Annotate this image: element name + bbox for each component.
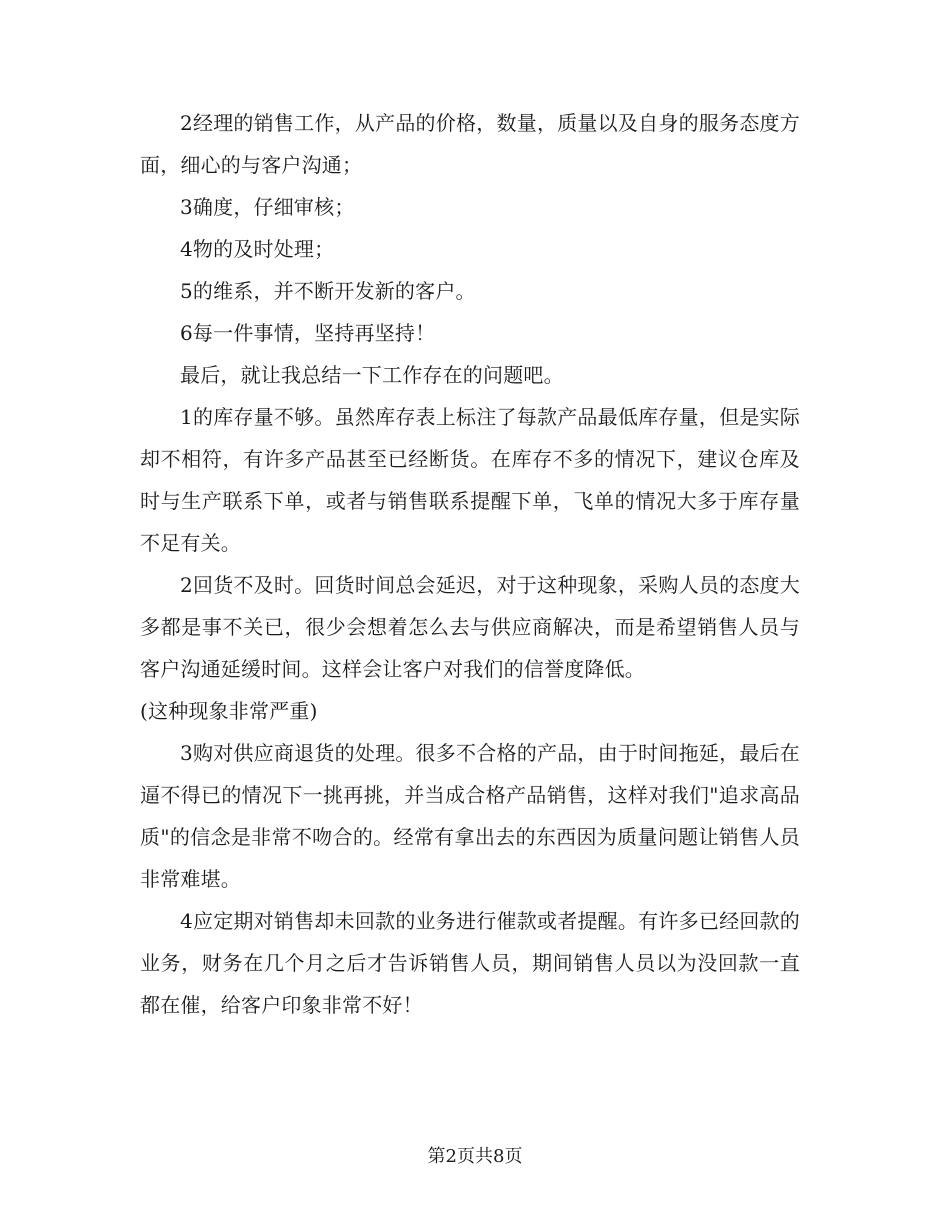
paragraph-item-5: 5的维系，并不断开发新的客户。	[180, 279, 476, 303]
paragraph-item-4: 4物的及时处理；	[180, 237, 335, 261]
paragraph-summary-intro: 最后，就让我总结一下工作存在的问题吧。	[180, 363, 564, 387]
paragraph-item-3: 3确度，仔细审核；	[180, 195, 355, 219]
paragraph-problem-2: 2回货不及时。回货时间总会延迟，对于这种现象，采购人员的态度大多都是事不关已，很少会想着怎么去与供应商解决，而是希望销售人员与客户沟通延缓时间。这样会让客户对我们的信誉度降低。	[140, 573, 800, 681]
paragraph-problem-2-note: (这种现象非常严重)	[140, 699, 318, 723]
paragraph-problem-1: 1的库存量不够。虽然库存表上标注了每款产品最低库存量，但是实际却不相符，有许多产品甚至已经断货。在库存不多的情况下，建议仓库及时与生产联系下单，或者与销售联系提醒下单，飞单的情况大多于库存量不足有关。	[140, 405, 800, 555]
document-body	[140, 102, 800, 1026]
paragraph-problem-4: 4应定期对销售却未回款的业务进行催款或者提醒。有许多已经回款的业务，财务在几个月之后才告诉销售人员，期间销售人员以为没回款一直都在催，给客户印象非常不好！	[140, 909, 800, 1017]
page-number-footer: 第2页共8页	[427, 1146, 523, 1167]
paragraph-problem-3: 3购对供应商退货的处理。很多不合格的产品，由于时间拖延，最后在逼不得已的情况下一挑再挑，并当成合格产品销售，这样对我们"追求高品质"的信念是非常不吻合的。经常有拿出去的东西因为质量问题让销售人员非常难堪。	[140, 741, 800, 891]
paragraph-item-6: 6每一件事情，坚持再坚持！	[180, 321, 436, 345]
paragraph-item-2: 2经理的销售工作，从产品的价格，数量，质量以及自身的服务态度方面，细心的与客户沟通；	[140, 111, 800, 177]
